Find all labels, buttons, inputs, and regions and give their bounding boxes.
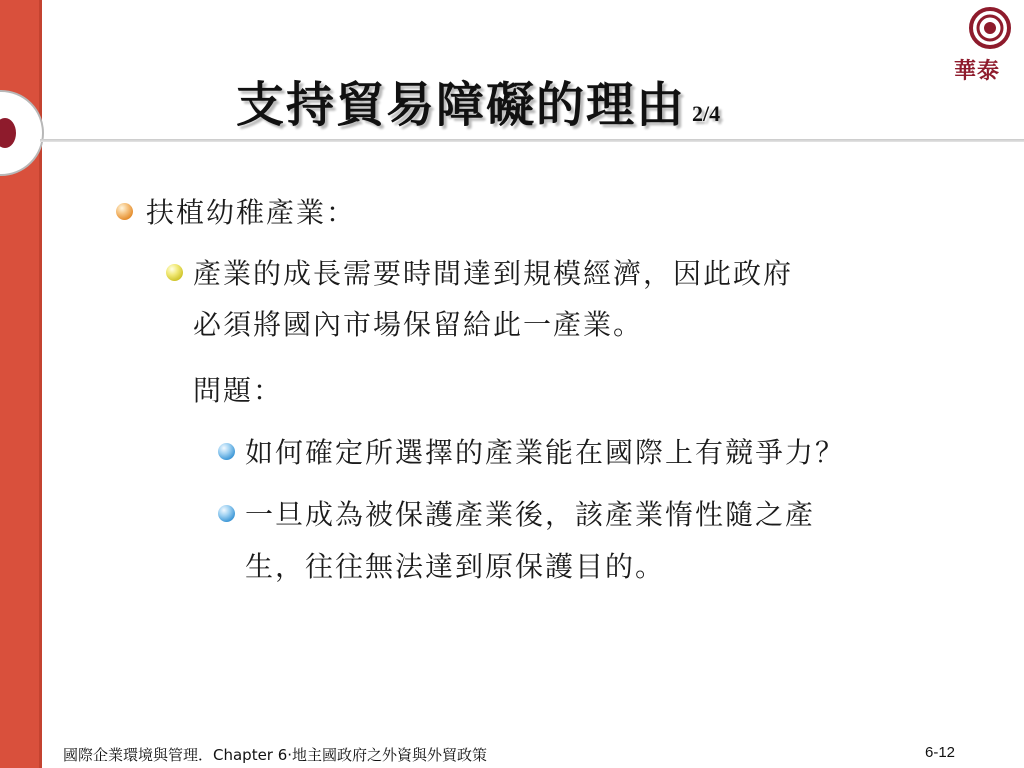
circle-ornament-core [0, 118, 16, 148]
point-level1: 扶植幼稚產業： [146, 196, 357, 229]
bullet-level3-icon [218, 443, 235, 460]
bullet-level1-icon [116, 203, 133, 220]
slide-title-page: 2/4 [692, 101, 721, 126]
company-logo [926, 6, 1022, 86]
slide-title-text: 支持貿易障礙的理由 [236, 77, 687, 133]
point-issues-label: 問題： [193, 374, 284, 407]
point-level3-item2-line1: 一旦成為被保護產業後，該產業惰性隨之產 [245, 498, 816, 531]
title-divider [40, 139, 1024, 142]
point-level2-line2: 必須將國內市場保留給此一產業。 [193, 308, 644, 341]
bullet-level3-icon [218, 505, 235, 522]
bullet-level2-icon [166, 264, 183, 281]
footer-course-title: 國際企業環境與管理．Chapter 6‧地主國政府之外資與外貿政策 [63, 746, 488, 764]
point-level3-item2-line2: 生，往往無法達到原保護目的。 [245, 550, 666, 583]
logo-text: 華泰 [953, 59, 1000, 84]
slide-title [236, 66, 720, 136]
point-level3-item1: 如何確定所選擇的產業能在國際上有競爭力？ [245, 436, 846, 469]
footer-page-number: 6-12 [925, 744, 956, 761]
point-level2-line1: 產業的成長需要時間達到規模經濟，因此政府 [193, 257, 794, 290]
logo-ring-icon [968, 6, 1012, 50]
